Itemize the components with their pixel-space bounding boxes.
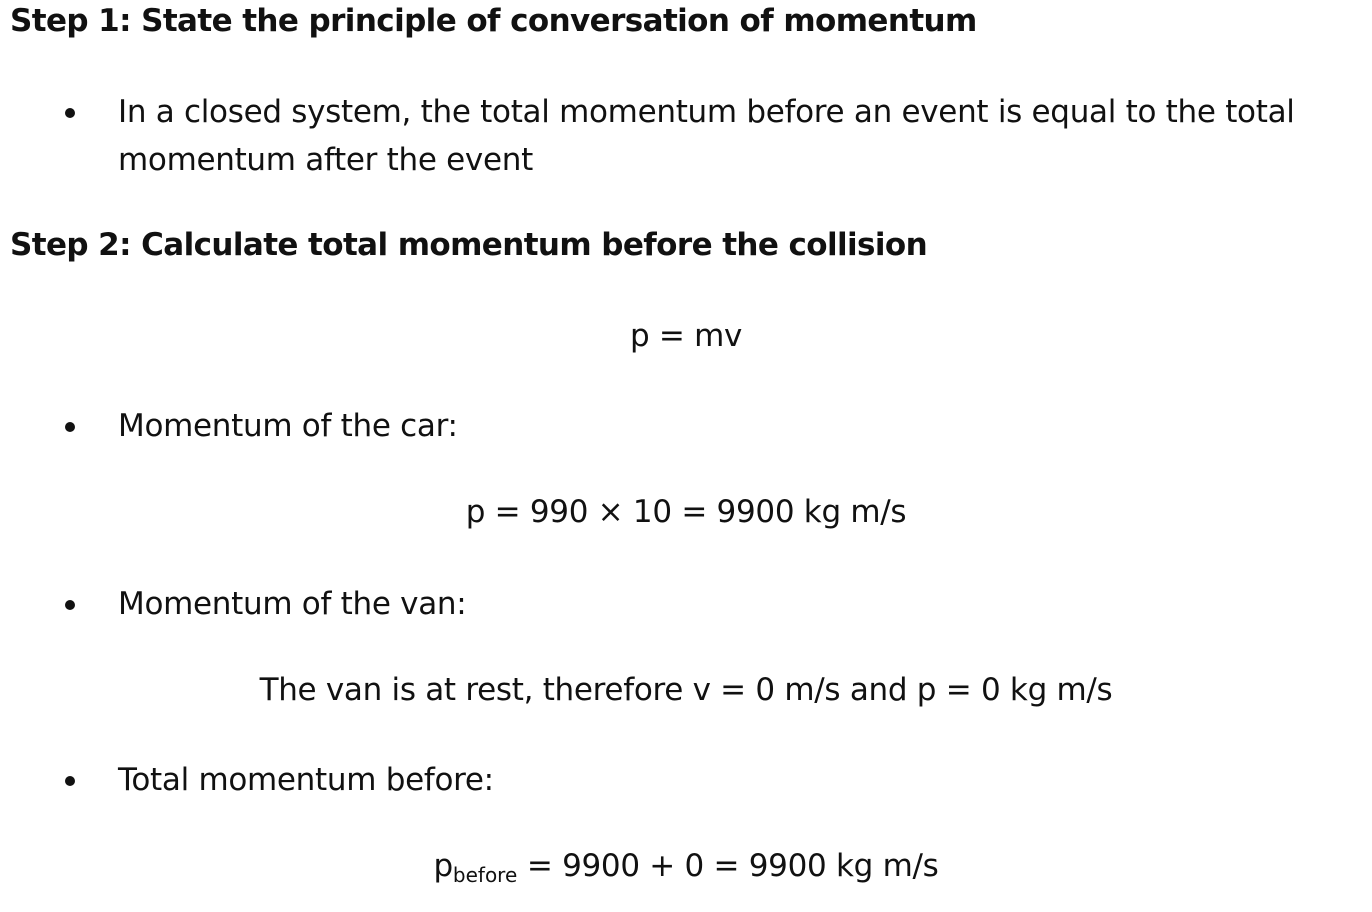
principle-text-line-1: In a closed system, the total momentum before an event is equal to the total (118, 94, 1295, 130)
total-momentum-label: Total momentum before: (118, 762, 494, 798)
momentum-symbol: p (433, 848, 453, 884)
bullet-icon (65, 776, 75, 786)
car-momentum-equation: p = 990 × 10 = 9900 kg m/s (465, 494, 907, 530)
principle-text-line-2: momentum after the event (118, 142, 533, 178)
van-momentum-label: Momentum of the van: (118, 586, 467, 622)
car-momentum-label: Momentum of the car: (118, 408, 458, 444)
bullet-icon (65, 422, 75, 432)
bullet-icon (65, 108, 75, 118)
total-equation-rhs: = 9900 + 0 = 9900 kg m/s (517, 848, 939, 884)
van-momentum-equation: The van is at rest, therefore v = 0 m/s and p = 0 kg m/s (259, 672, 1113, 708)
step-2-heading: Step 2: Calculate total momentum before the collision (10, 227, 928, 263)
step-1-heading: Step 1: State the principle of conversation of momentum (10, 3, 977, 39)
before-subscript: before (452, 863, 518, 887)
momentum-formula: p = mv (629, 318, 743, 354)
total-momentum-equation (0, 848, 1372, 887)
bullet-icon (65, 600, 75, 610)
